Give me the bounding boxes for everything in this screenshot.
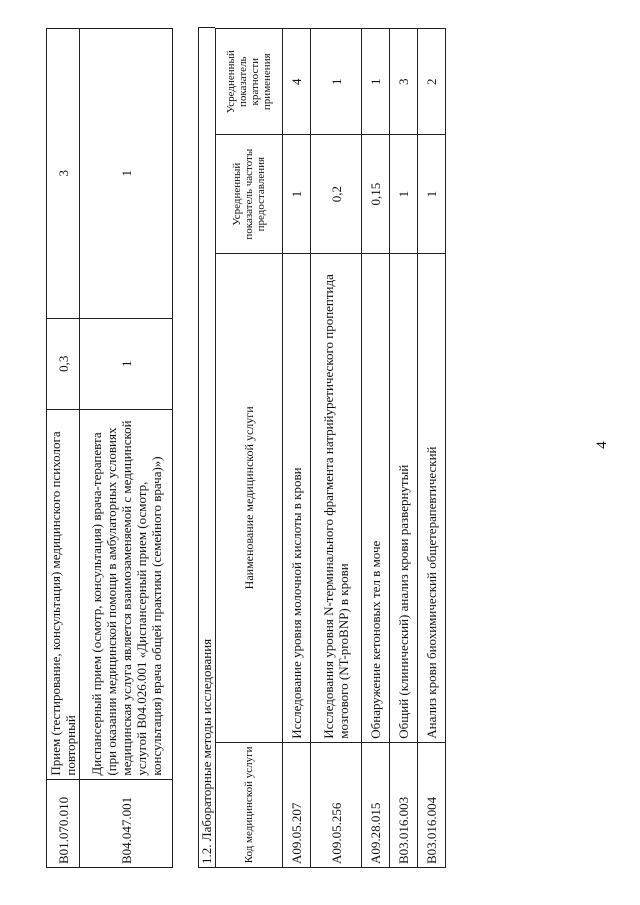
service-name: Исследования уровня N-терминального фрагмента натрийуретического пропептида мозгового (NT-proBNP) в крови bbox=[311, 253, 362, 742]
table-header-row bbox=[216, 29, 283, 868]
service-name: Обнаружение кетоновых тел в моче bbox=[362, 253, 390, 742]
service-code: B03.016.003 bbox=[390, 742, 418, 867]
frequency-value: 1 bbox=[283, 135, 311, 254]
multiplicity-value: 1 bbox=[362, 29, 390, 135]
multiplicity-value: 1 bbox=[80, 29, 173, 319]
service-code: B01.070.010 bbox=[47, 779, 80, 867]
service-code: A09.28.015 bbox=[362, 742, 390, 867]
service-code: A09.05.256 bbox=[311, 742, 362, 867]
frequency-value: 1 bbox=[80, 318, 173, 409]
service-code: B03.016.004 bbox=[418, 742, 446, 867]
multiplicity-value: 3 bbox=[47, 29, 80, 319]
header-multiplicity: Усредненный показатель кратности применения bbox=[216, 29, 283, 135]
multiplicity-value: 4 bbox=[283, 29, 311, 135]
table-row bbox=[418, 29, 446, 868]
table-row bbox=[362, 29, 390, 868]
service-name: Диспансерный прием (осмотр, консультация) врача-терапевта (при оказании медицинской помощи в амбулаторных условиях медицинская услуга является взаимозаменяемой с медицинской услугой B04.026.001 «Диспансерный прием (осмотр, консультация) врача общей практики (семейного врача)») bbox=[80, 409, 173, 779]
rotated-content bbox=[46, 28, 590, 868]
frequency-value: 0,15 bbox=[362, 135, 390, 254]
service-name: Общий (клинический) анализ крови развернутый bbox=[390, 253, 418, 742]
page-number: 4 bbox=[594, 441, 610, 449]
multiplicity-value: 1 bbox=[311, 29, 362, 135]
multiplicity-value: 2 bbox=[418, 29, 446, 135]
header-name: Наименование медицинской услуги bbox=[216, 253, 283, 742]
multiplicity-value: 3 bbox=[390, 29, 418, 135]
table-row bbox=[80, 29, 173, 868]
services-table-continued bbox=[46, 28, 173, 868]
table-row bbox=[283, 29, 311, 868]
table-row bbox=[311, 29, 362, 868]
service-name: Прием (тестирование, консультация) медицинского психолога повторный bbox=[47, 409, 80, 779]
section-title: 1.2. Лабораторные методы исследования bbox=[198, 27, 215, 868]
service-code: A09.05.207 bbox=[283, 742, 311, 867]
service-name: Исследование уровня молочной кислоты в крови bbox=[283, 253, 311, 742]
frequency-value: 0,2 bbox=[311, 135, 362, 254]
header-code: Код медицинской услуги bbox=[216, 742, 283, 867]
table-row bbox=[47, 29, 80, 868]
frequency-value: 1 bbox=[418, 135, 446, 254]
service-code: B04.047.001 bbox=[80, 779, 173, 867]
lab-methods-table bbox=[215, 28, 446, 868]
table-row bbox=[390, 29, 418, 868]
header-frequency: Усредненный показатель частоты предоставления bbox=[216, 135, 283, 254]
frequency-value: 0,3 bbox=[47, 318, 80, 409]
service-name: Анализ крови биохимический общетерапевтический bbox=[418, 253, 446, 742]
frequency-value: 1 bbox=[390, 135, 418, 254]
